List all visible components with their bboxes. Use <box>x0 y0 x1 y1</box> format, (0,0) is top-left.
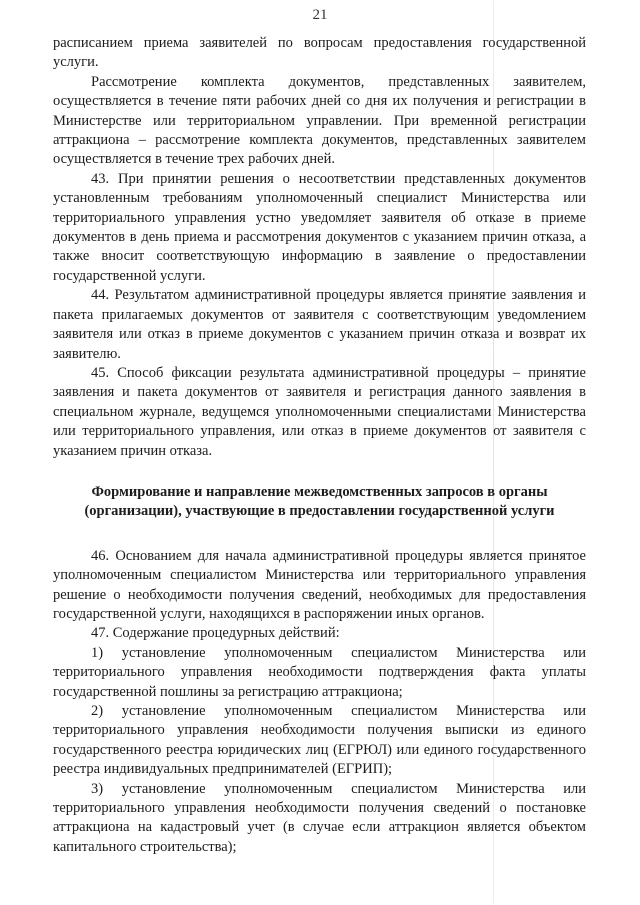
document-body <box>53 34 586 857</box>
list-item-2: 2) установление уполномоченным специалистом Министерства или территориального управления необходимости получения выписки из единого государственного реестра юридических лиц (ЕГРЮЛ) или единого государственного реестра индивидуальных предпринимателей (ЕГРИП); <box>53 703 586 778</box>
section-heading: Формирование и направление межведомственных запросов в органы (организации), участвующие в предоставлении государственной услуги <box>84 483 555 520</box>
paragraph-47: 47. Содержание процедурных действий: <box>91 625 340 642</box>
page-number: 21 <box>312 7 328 23</box>
paragraph-continuation: расписанием приема заявителей по вопросам предоставления государственной услуги. <box>53 35 586 71</box>
paragraph-46: 46. Основанием для начала административной процедуры является принятое уполномоченным специалистом Министерства или территориального управления решение о необходимости получения сведений, необходимых для предоставления государственной услуги, находящихся в распоряжении иных органов. <box>53 547 586 622</box>
list-item-3: 3) установление уполномоченным специалистом Министерства или территориального управления необходимости получения сведений о постановке аттракциона на кадастровый учет (в случае если аттракцион является объектом капитального строительства); <box>53 780 586 855</box>
paragraph-44: 44. Результатом административной процедуры является принятие заявления и пакета прилагаемых документов от заявителя с соответствующим уведомлением заявителя или отказ в приеме документов с указанием причин отказа и возврат их заявителю. <box>53 287 586 362</box>
paragraph-45: 45. Способ фиксации результата административной процедуры – принятие заявления и пакета документов от заявителя и регистрация данного заявления в специальном журнале, ведущемся уполномоченными специалистами Министерства или территориального управления, или отказ в приеме документов от заявителя с указанием причин отказа. <box>53 364 586 459</box>
paragraph-review-period: Рассмотрение комплекта документов, представленных заявителем, осуществляется в течение пяти рабочих дней со дня их получения и регистрации в Министерстве или территориальном управлении. При временной регистрации аттракциона – рассмотрение комплекта документов, представленных заявителем осуществляется в течение трех рабочих дней. <box>53 73 586 168</box>
list-item-1: 1) установление уполномоченным специалистом Министерства или территориального управления необходимости подтверждения факта уплаты государственной пошлины за регистрацию аттракциона; <box>53 644 586 700</box>
paragraph-43: 43. При принятии решения о несоответствии представленных документов установленным требованиям уполномоченный специалист Министерства или территориального управления устно уведомляет заявителя об отказе в приеме документов в день приема и рассмотрения документов с указанием причин отказа, а также вносит соответствующую информацию в заявление о предоставлении государственной услуги. <box>53 170 586 284</box>
